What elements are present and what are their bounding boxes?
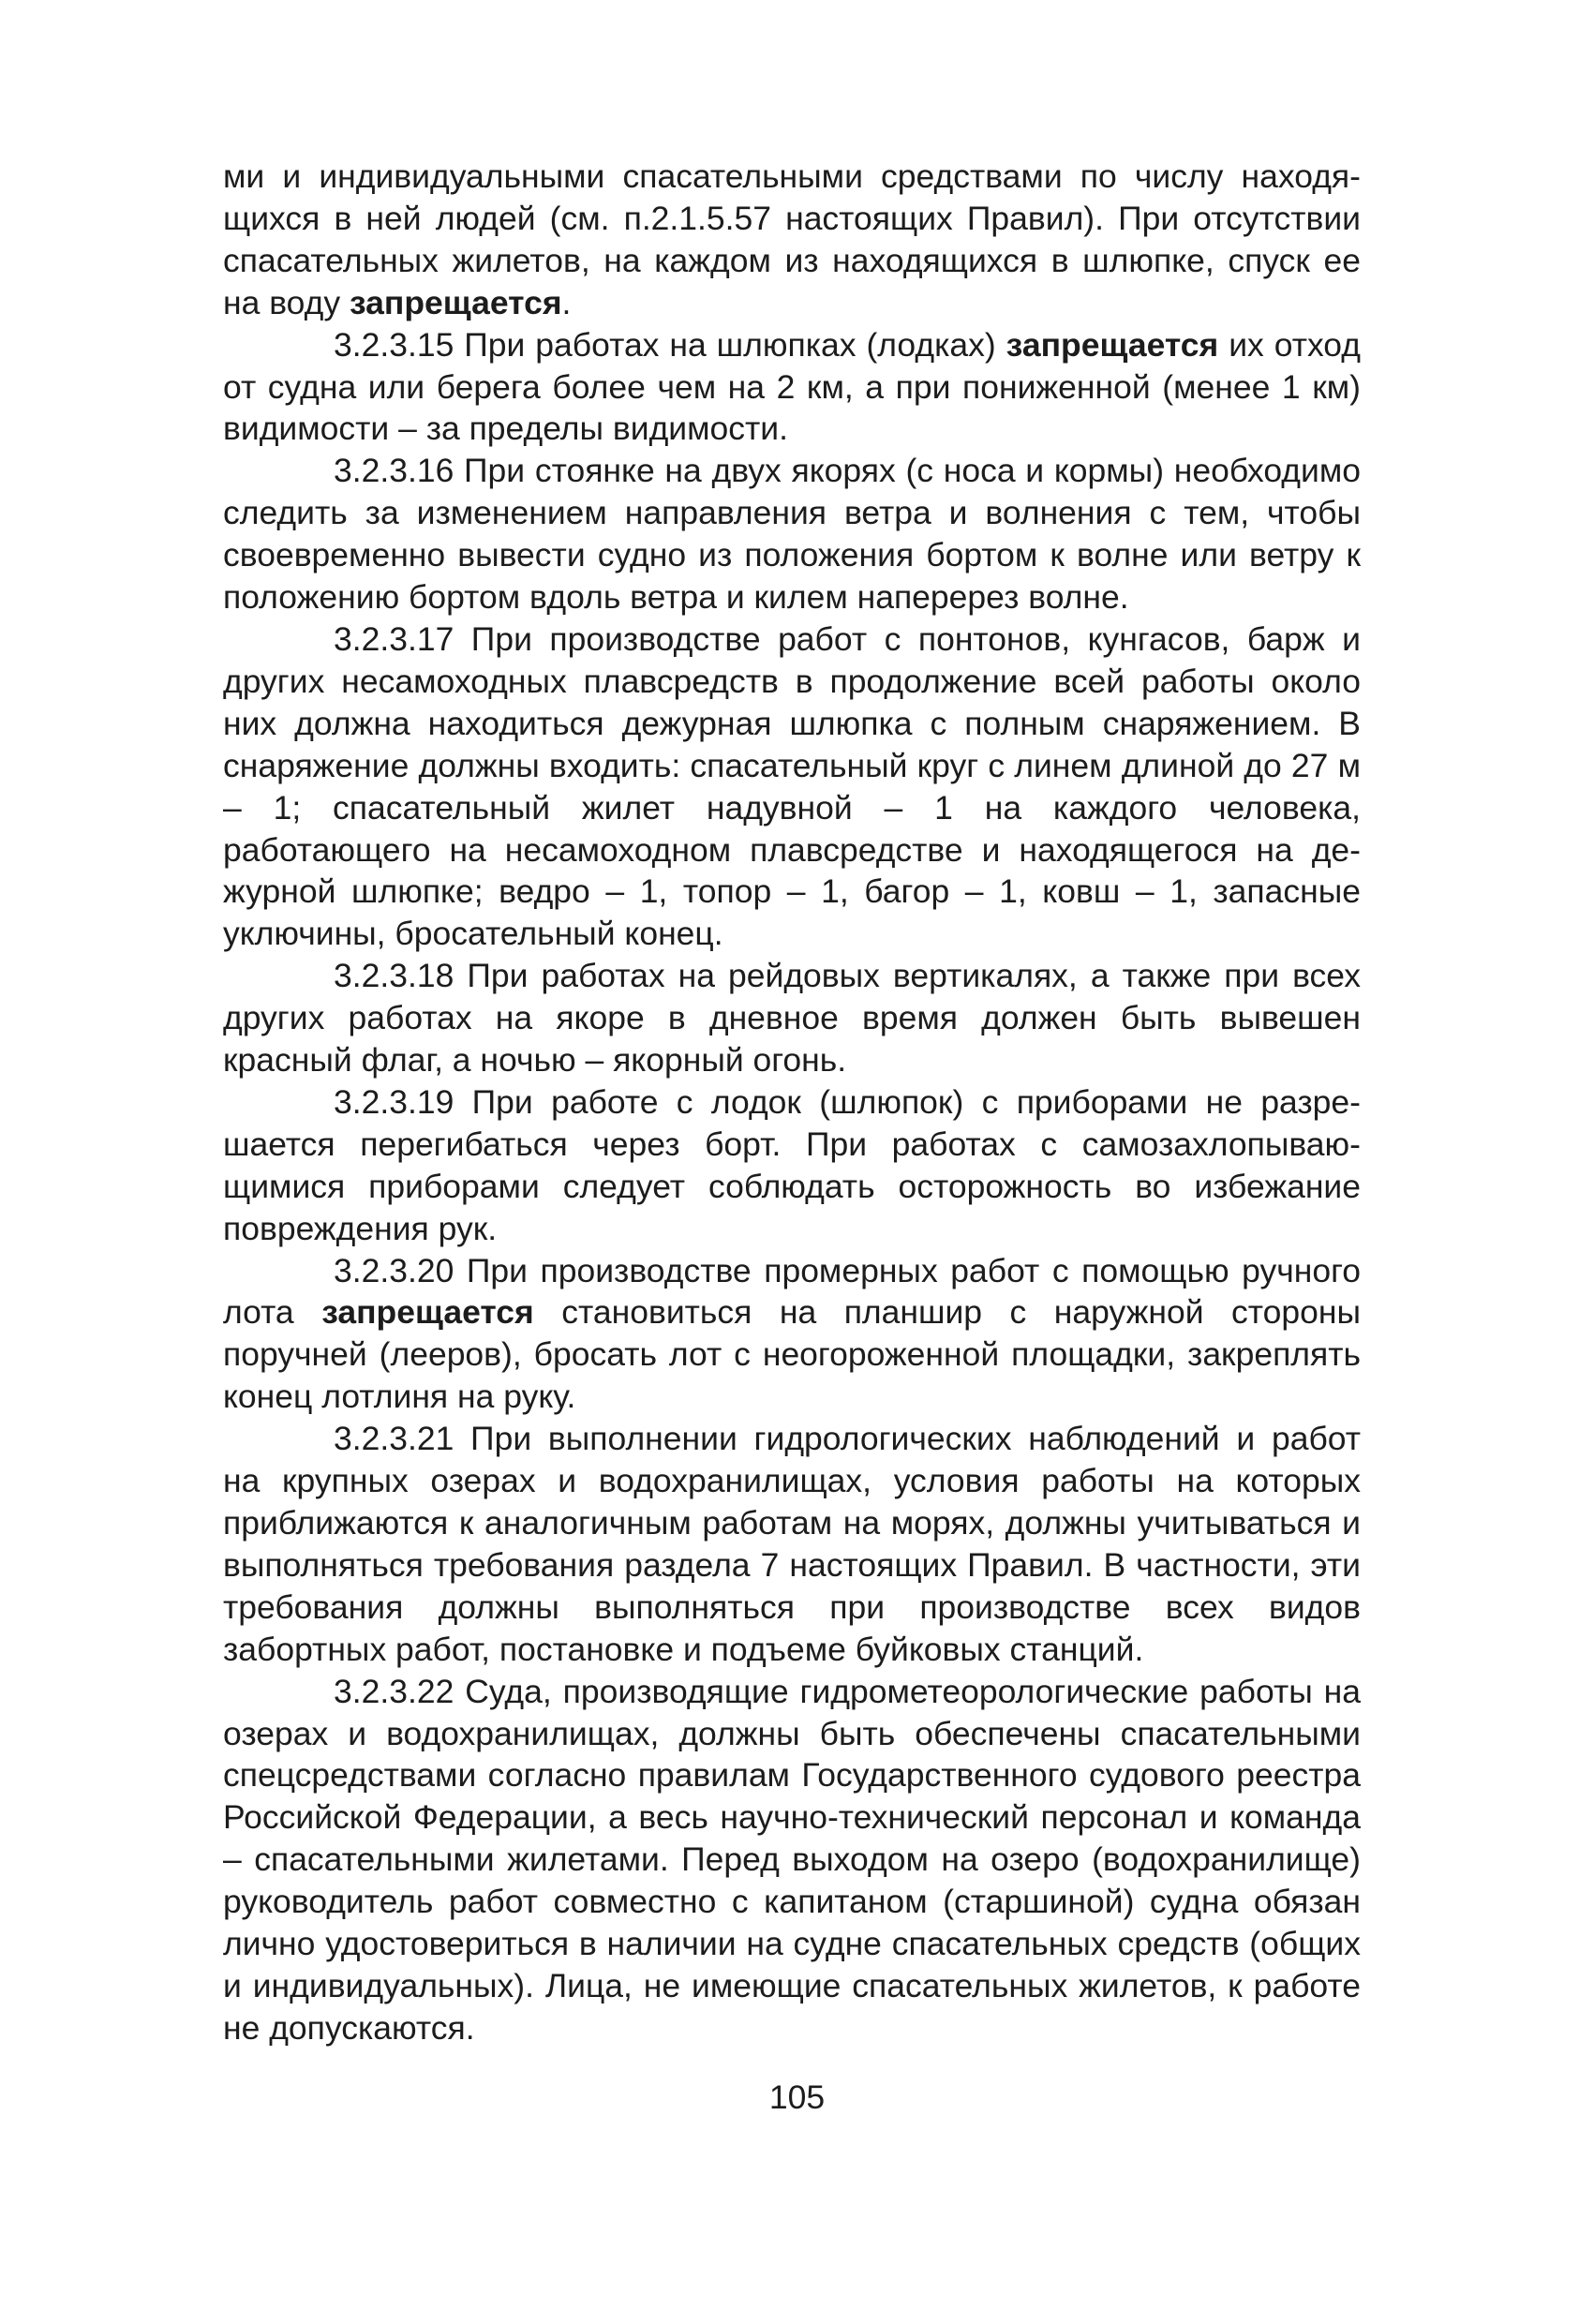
paragraph-text: становиться на планшир с наружной стороны поручней (лееров), бросать лот с неогороженной площадки, закреплять конец лотлиня на руку. (223, 1293, 1362, 1416)
emphasis-prohibited: запрещается (321, 1293, 534, 1332)
paragraph-text: 3.2.3.19 При работе с лодок (шлюпок) с приборами не разрешается перегибаться через борт. При работах с самозахлопывающимися приборами следует соблюдать осторожность во избежание повреждения рук. (223, 1082, 1361, 1247)
emphasis-prohibited: запрещается (349, 283, 562, 321)
paragraph-continuation (223, 156, 1361, 324)
paragraph-text: их отход от судна или берега более чем на 2 км, а при пониженной (менее 1 км) видимости – за пределы видимости. (223, 325, 1361, 448)
paragraph-3-2-3-16 (223, 450, 1361, 618)
paragraph-text: 3.2.3.15 При работах на шлюпках (лодках) (334, 325, 1006, 364)
paragraph-3-2-3-18 (223, 955, 1361, 1081)
paragraph-text: 3.2.3.17 При производстве работ с понтонов, кунгасов, барж и других несамоходных плавсредств в продолжение всей работы около них должна находиться дежурная шлюпка с полным снаряжением. В снаряжение должны входить: спасательный круг с линем длиной до 27 м – 1; спасательный жилет надувной – 1 на каждого человека, работающего на несамоходном плавсредстве и находящегося на дежурной шлюпке; ведро – 1, топор – 1, багор – 1, ковш – 1, запасные уключины, бросательный конец. (223, 619, 1361, 953)
body-text (223, 156, 1361, 2049)
emphasis-prohibited: запрещается (1006, 325, 1219, 364)
paragraph-text: ми и индивидуальными спасательными средствами по числу находящихся в ней людей (см. п.2.1.5.57 настоящих Правил). При отсутствии спасательных жилетов, на каждом из находящихся в шлюпке, спуск ее на воду (223, 157, 1361, 321)
paragraph-3-2-3-17 (223, 618, 1361, 955)
paragraph-text: 3.2.3.18 При работах на рейдовых вертикалях, а также при всех других работах на якоре в дневное время должен быть вывешен красный флаг, а ночью – якорный огонь. (223, 957, 1361, 1080)
paragraph-3-2-3-21 (223, 1418, 1361, 1670)
page-number: 105 (768, 2078, 826, 2116)
paragraph-3-2-3-15 (223, 324, 1361, 451)
paragraph-text: 3.2.3.20 При производстве промерных работ с помощью ручного лота (223, 1251, 1361, 1332)
paragraph-text: 3.2.3.21 При выполнении гидрологических наблюдений и работ на крупных озерах и водохранилищах, условия работы на которых приближаются к аналогичным работам на морях, должны учитываться и выполняться требования раздела 7 настоящих Правил. В частности, эти требования должны выполняться при производстве всех видов забортных работ, постановке и подъеме буйковых станций. (223, 1420, 1361, 1668)
paragraph-text: 3.2.3.16 При стоянке на двух якорях (с носа и кормы) необходимо следить за изменением направления ветра и волнения с тем, чтобы своевременно вывести судно из положения бортом к волне или ветру к положению бортом вдоль ветра и килем наперерез волне. (223, 452, 1361, 617)
paragraph-text: 3.2.3.22 Суда, производящие гидрометеорологические работы на озерах и водохранилищах, должны быть обеспечены спасательными спецсредствами согласно правилам Государственного судового реестра Российской Федерации, а весь научно-технический персонал и команда – спасательными жилетами. Перед выходом на озеро (водохранилище) руководитель работ совместно с капитаном (старшиной) судна обязан лично удостовериться в наличии на судне спасательных средств (общих и индивидуальных). Лица, не имеющие спасательных жилетов, к работе не допускаются. (223, 1672, 1361, 2047)
paragraph-3-2-3-20 (223, 1250, 1361, 1419)
paragraph-3-2-3-22 (223, 1671, 1361, 2049)
paragraph-text: . (561, 283, 572, 321)
paragraph-3-2-3-19 (223, 1081, 1361, 1250)
